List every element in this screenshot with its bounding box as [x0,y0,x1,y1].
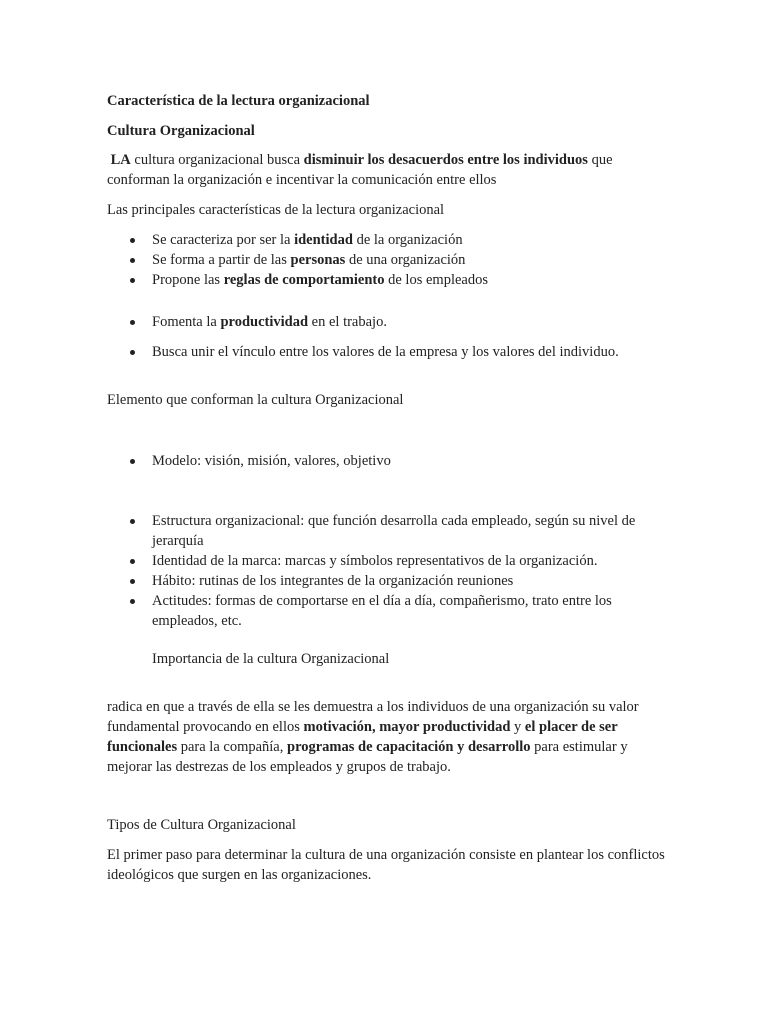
list-item: Identidad de la marca: marcas y símbolos representativos de la organización. [107,551,667,571]
characteristics-list-1 [107,230,667,290]
elementos-title: Elemento que conforman la cultura Organizacional [107,392,404,408]
list-item: Hábito: rutinas de los integrantes de la organización reuniones [107,571,667,591]
intro-bold-la: LA [110,152,131,168]
importancia-title: Importancia de la cultura Organizacional [152,651,390,667]
bullet-icon [130,258,135,263]
bullet-icon [130,238,135,243]
list-item: Se caracteriza por ser la identidad de la organización [107,230,667,250]
list-item: Se forma a partir de las personas de una organización [107,250,667,270]
list-item: Actitudes: formas de comportarse en el día a día, compañerismo, trato entre los empleados, etc. [107,591,667,631]
bullet-icon [130,559,135,564]
bullet-icon [130,579,135,584]
elements-list-2 [107,511,667,631]
bullet-icon [130,519,135,524]
list-item: Modelo: visión, misión, valores, objetivo [107,451,667,471]
intro-text-1: cultura organizacional busca [130,152,304,168]
principales-title: Las principales características de la lectura organizacional [107,202,445,218]
list-item: Fomenta la productividad en el trabajo. [107,312,667,332]
bullet-icon [130,599,135,604]
tipos-title: Tipos de Cultura Organizacional [107,817,296,833]
intro-text-2: que conforman la organización e incentivar la comunicación entre ellos [107,152,613,188]
document-title: Característica de la lectura organizacional [107,93,370,109]
bullet-icon [130,278,135,283]
importancia-paragraph: radica en que a través de ella se les demuestra a los individuos de una organización su valor fundamental provocando en ellos motivación, mayor productividad y el placer de ser funcionales para la compañía, programas de capacitación y desarrollo para estimular y mejorar las destrezas de los empleados y grupos de trabajo. [107,699,639,775]
list-item: Busca unir el vínculo entre los valores de la empresa y los valores del individuo. [107,342,667,362]
tipos-paragraph: El primer paso para determinar la cultura de una organización consiste en plantear los conflictos ideológicos que surgen en las organizaciones. [107,847,665,883]
intro-bold-phrase: disminuir los desacuerdos entre los individuos [303,152,588,168]
bullet-icon [130,320,135,325]
bullet-icon [130,350,135,355]
characteristics-list-2 [107,312,667,332]
section-heading-cultura: Cultura Organizacional [107,123,255,139]
intro-paragraph [107,150,652,190]
list-item: Estructura organizacional: que función desarrolla cada empleado, según su nivel de jerarquía [107,511,667,551]
bullet-icon [130,459,135,464]
list-item: Propone las reglas de comportamiento de los empleados [107,270,667,290]
characteristics-list-2b [107,342,667,362]
elements-list-1 [107,451,667,471]
